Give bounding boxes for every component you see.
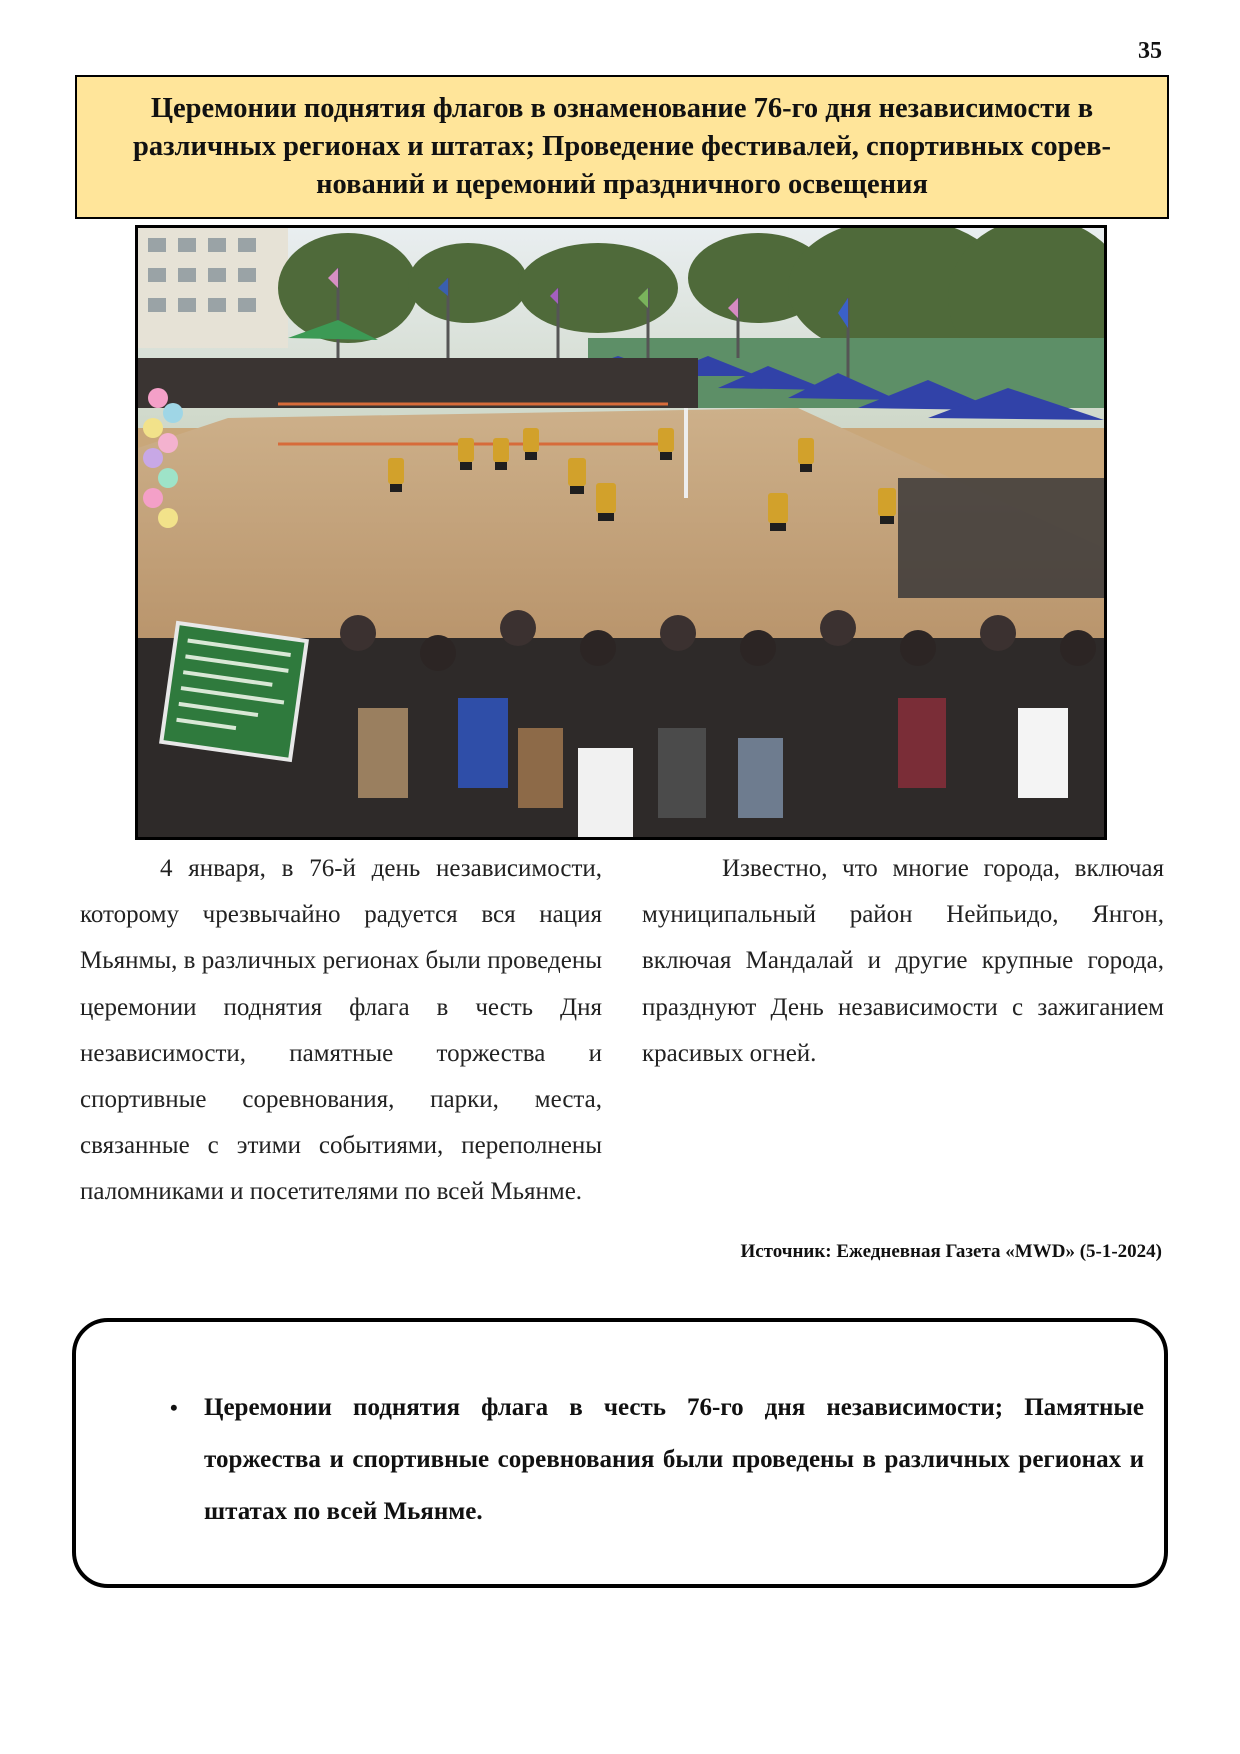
page-title: Церемонии поднятия флагов в ознаменование 76-го дня независимости в различных регионах и штатах; Проведение фестивалей, спортивных соревнований и церемоний праздничного освещения bbox=[132, 93, 1111, 200]
article-left-column bbox=[80, 846, 602, 1216]
summary-item-text: Церемонии поднятия флага в честь 76-го дня независимости; Памятные торжества и спортивные соревнования были проведены в различных регионах и штатах по всей Мьянме. bbox=[204, 1394, 1144, 1525]
source-citation: Источник: Ежедневная Газета «MWD» (5-1-2024) bbox=[740, 1241, 1162, 1262]
page-number: 35 bbox=[1138, 38, 1162, 64]
article-paragraph-left: 4 января, в 76-й день независимости, которому чрезвычайно радуется вся нация Мьянмы, в различных регионах были проведены церемонии поднятия флага в честь Дня независимости, памятные торжества и спортивные соревнования, парки, места, связанные с этими событиями, переполнены паломниками и посетителями по всей Мьянме. bbox=[80, 855, 602, 1206]
article-right-column bbox=[642, 846, 1164, 1077]
event-photo bbox=[135, 225, 1107, 840]
summary-list bbox=[94, 1382, 1144, 1538]
summary-item bbox=[94, 1382, 1144, 1538]
title-banner bbox=[75, 75, 1169, 219]
summary-box bbox=[72, 1318, 1168, 1588]
volleyball-match-illustration bbox=[138, 228, 1104, 837]
bullet-icon: • bbox=[170, 1395, 178, 1420]
article-paragraph-right: Известно, что многие города, включая муниципальный район Нейпьидо, Янгон, включая Мандалай и другие крупные города, празднуют День независимости с зажиганием красивых огней. bbox=[642, 855, 1164, 1067]
